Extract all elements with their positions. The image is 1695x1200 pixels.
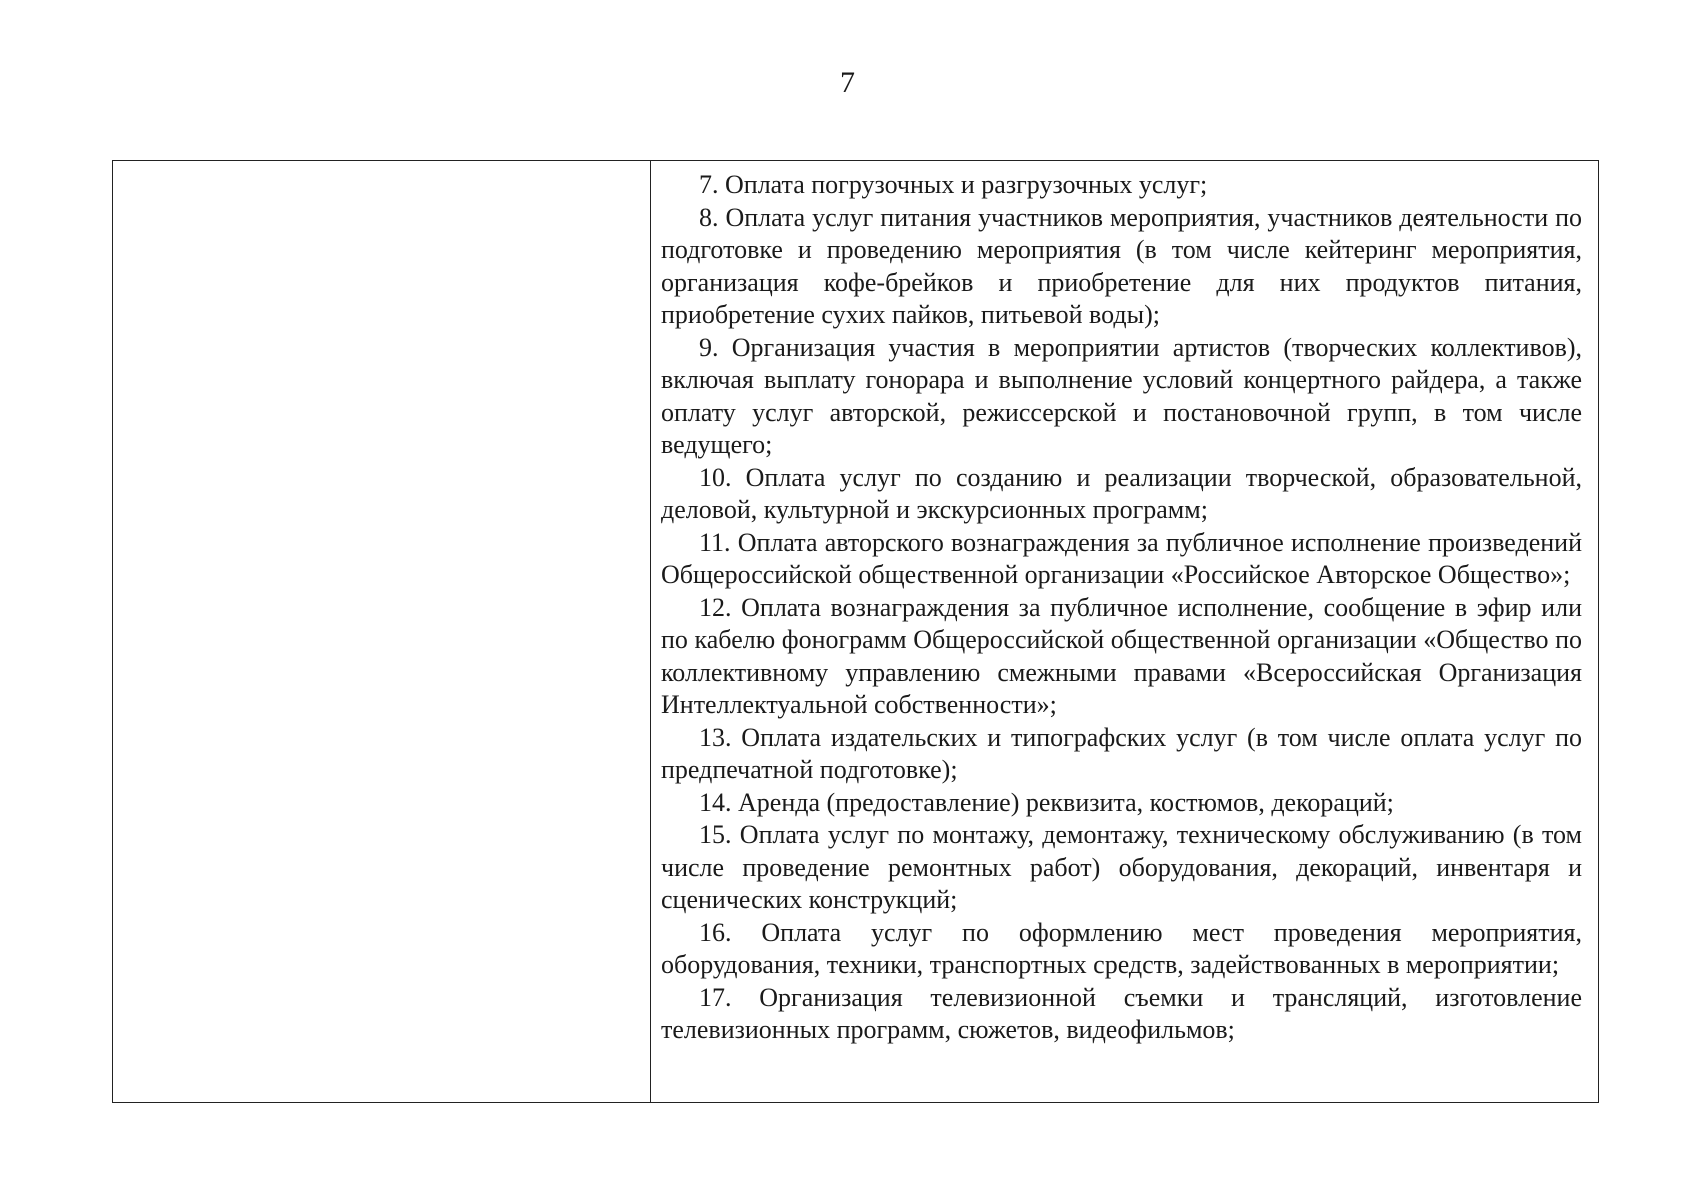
- list-item-12: 12. Оплата вознаграждения за публичное исполнение, сообщение в эфир или по кабелю фонограмм Общероссийской общественной организации «Общество по коллективному управлению смежными правами «Всероссийская Организация Интеллектуальной собственности»;: [661, 592, 1582, 719]
- list-item-10: 10. Оплата услуг по созданию и реализации творческой, образовательной, деловой, культурной и экскурсионных программ;: [661, 462, 1582, 524]
- list-item-15: 15. Оплата услуг по монтажу, демонтажу, техническому обслуживанию (в том числе проведение ремонтных работ) оборудования, декораций, инвентаря и сценических конструкций;: [661, 820, 1582, 914]
- table-left-cell: [113, 161, 651, 1102]
- list-item-9: 9. Организация участия в мероприятии артистов (творческих коллективов), включая выплату гонорара и выполнение условий концертного райдера, а также оплату услуг авторской, режиссерской и постановочной групп, в том числе ведущего;: [661, 332, 1582, 459]
- list-item-13: 13. Оплата издательских и типографских услуг (в том числе оплата услуг по предпечатной подготовке);: [661, 722, 1582, 784]
- list-item-14: 14. Аренда (предоставление) реквизита, костюмов, декораций;: [699, 787, 1394, 817]
- list-item-11: 11. Оплата авторского вознаграждения за публичное исполнение произведений Общероссийской общественной организации «Российское Авторское Общество»;: [661, 527, 1582, 589]
- list-item-7: 7. Оплата погрузочных и разгрузочных услуг;: [699, 170, 1208, 199]
- list-item-8: 8. Оплата услуг питания участников мероприятия, участников деятельности по подготовке и проведению мероприятия (в том числе кейтеринг мероприятия, организация кофе-брейков и приобретение для них продуктов питания, приобретение сухих пайков, питьевой воды);: [661, 202, 1582, 329]
- list-item-17: 17. Организация телевизионной съемки и трансляций, изготовление телевизионных программ, сюжетов, видеофильмов;: [661, 982, 1582, 1044]
- document-table: [112, 160, 1599, 1103]
- table-right-cell: [651, 161, 1598, 1102]
- list-item-16: 16. Оплата услуг по оформлению мест проведения мероприятия, оборудования, техники, транспортных средств, задействованных в мероприятии;: [661, 917, 1582, 979]
- page-number: 7: [840, 66, 855, 99]
